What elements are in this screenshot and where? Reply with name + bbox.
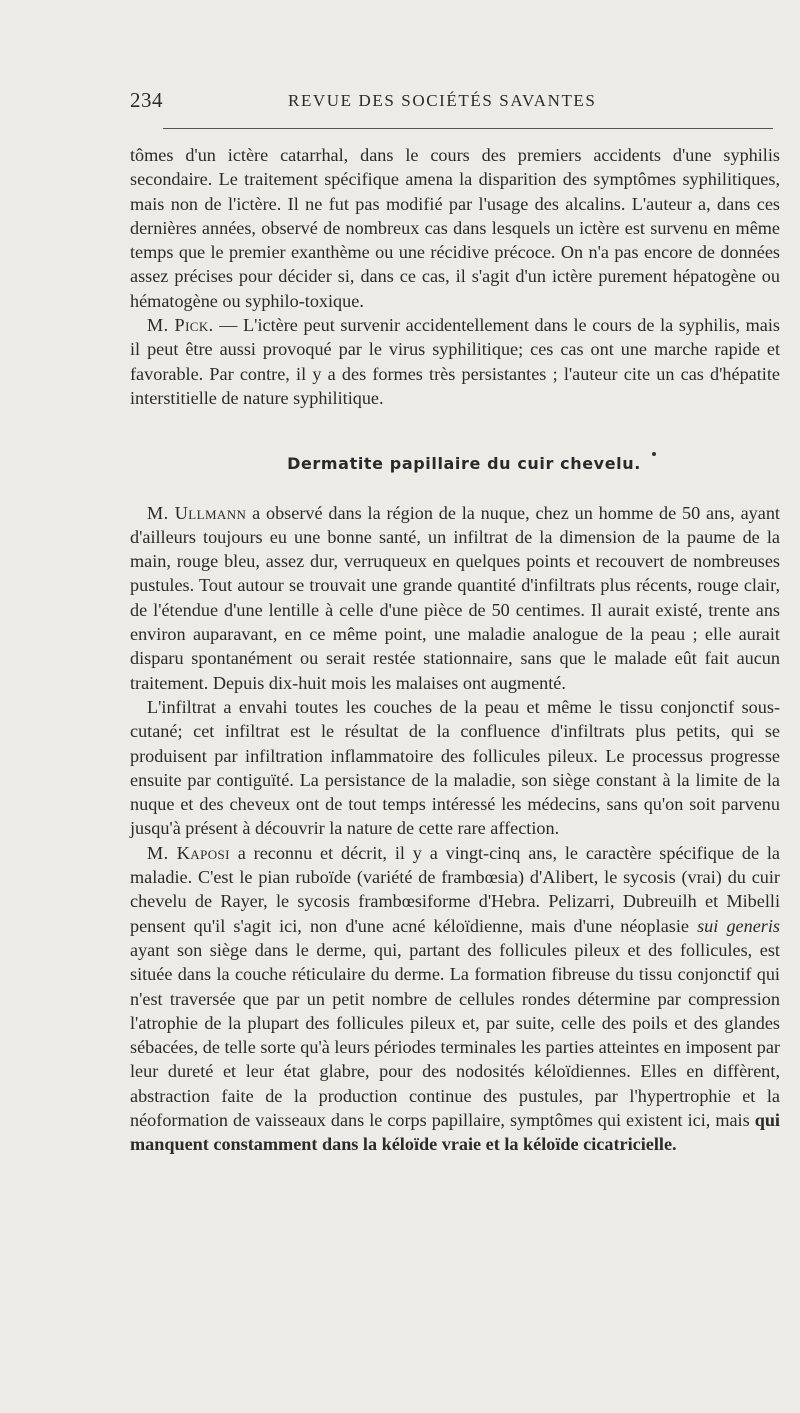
paragraph-ullmann	[130, 501, 780, 695]
ink-speck	[652, 452, 656, 456]
paragraph-continued: tômes d'un ictère catarrhal, dans le cours des premiers accidents d'une syphilis secondaire. Le traitement spécifique amena la disparition des symptômes syphilitiques, mais non de l'ictère. Il ne fut pas modifié par l'usage des alcalins. L'auteur a, dans ces dernières années, observé de nombreux cas dans lesquels un ictère est survenu en même temps que le premier exanthème ou une récidive précoce. On n'a pas encore de données assez précises pour décider si, dans ce cas, il s'agit d'un ictère purement hépatogène ou hématogène ou syphilo-toxique.	[130, 145, 780, 311]
paragraph-text: ayant son siège dans le derme, qui, partant des follicules pileux et des follicules, est située dans la couche réticulaire du derme. La formation fibreuse du tissu conjonctif qui n'est traversée que par un petit nombre de cellules rondes détermine par compression l'atrophie de la plupart des follicules pileux et, par suite, celle des poils et des glandes sébacées, de telle sorte qu'à leurs périodes terminales les parties atteintes en imposent par leur dureté et leur état glabre, pour des nodosités kéloïdiennes. Elles en diffèrent, abstraction faite de la production continue des pustules, par l'hypertrophie et la néoformation de vaisseaux dans le corps papillaire, symptômes qui existent ici, mais	[130, 939, 780, 1130]
paragraph-kaposi	[130, 841, 780, 1157]
running-head	[130, 88, 780, 120]
paragraph-pick	[130, 313, 780, 410]
running-title: REVUE DES SOCIÉTÉS SAVANTES	[288, 91, 597, 110]
page-number: 234	[130, 88, 163, 112]
speaker-name: M. Pick.	[147, 315, 214, 336]
paragraph-text-last: qui manquent constamment dans la kéloïde vraie et la kéloïde cicatricielle.	[130, 1109, 780, 1155]
article-body	[130, 143, 780, 1157]
paragraph-infiltrat: L'infiltrat a envahi toutes les couches de la peau et même le tissu conjonctif sous-cutané; cet infiltrat est le résultat de la confluence d'infiltrats plus petits, qui se produisent par infiltration inflammatoire des follicules pileux. Le processus progresse ensuite par contiguïté. La persistance de la maladie, son siège constant à la limite de la nuque et des cheveux ont de tout temps intéressé les médecins, sans qu'on soit parvenu jusqu'à présent à découvrir la nature de cette rare affection.	[130, 696, 780, 839]
paragraph-text: — L'ictère peut survenir accidentellement dans le cours de la syphilis, mais il peut être aussi provoqué par le virus syphilitique; ces cas ont une marche rapide et favorable. Par contre, il y a des formes très persistantes ; l'auteur cite un cas d'hépatite interstitielle de nature syphilitique.	[130, 315, 780, 408]
paragraph-text: a reconnu et décrit, il y a vingt-cinq ans, le caractère spécifique de la maladie. C'est le pian ruboïde (variété de frambœsia) d'Alibert, le sycosis (vrai) du cuir chevelu de Rayer, le sycosis frambœsiforme d'Hebra. Pelizarri, Dubreuilh et Mibelli pensent qu'il s'agit ici, non d'une acné kéloïdienne, mais d'une néoplasie	[130, 842, 780, 936]
italic-term: sui generis	[697, 915, 780, 936]
paragraph-text: a observé dans la région de la nuque, chez un homme de 50 ans, ayant d'ailleurs toujours eu une bonne santé, un infiltrat de la dimension de la paume de la main, rouge bleu, assez dur, verruqueux en quelques points et recouvert de nombreuses pustules. Tout autour se trouvait une grande quantité d'infiltrats plus récents, rouge clair, de l'étendue d'une lentille à celle d'une pièce de 50 centimes. Il aurait existé, trente ans environ auparavant, en ce même point, une maladie analogue de la peau ; elle aurait disparu spontanément ou serait restée stationnaire, sans que le malade eût fait aucun traitement. Depuis dix-huit mois les malaises ont augmenté.	[130, 502, 780, 693]
section-heading: Dermatite papillaire du cuir chevelu.	[287, 454, 641, 474]
speaker-name: M. Kaposi	[147, 842, 230, 863]
page	[130, 88, 780, 1157]
header-rule	[163, 128, 773, 129]
speaker-name: M. Ullmann	[147, 502, 247, 523]
